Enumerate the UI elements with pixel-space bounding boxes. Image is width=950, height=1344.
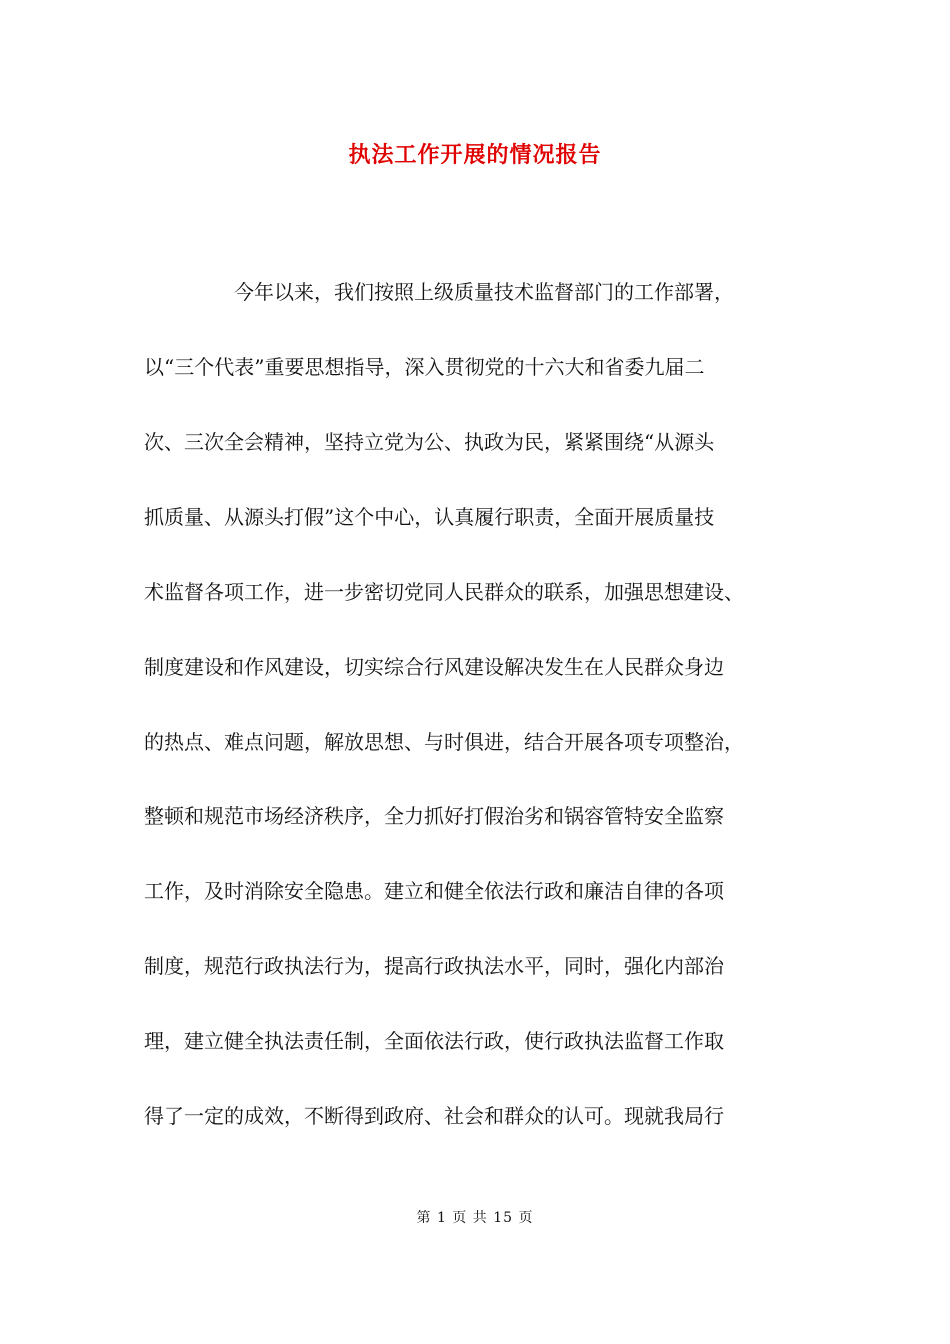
body-line: 的热点、难点问题，解放思想、与时俱进，结合开展各项专项整治， (144, 730, 744, 754)
body-line: 得了一定的成效，不断得到政府、社会和群众的认可。现就我局行 (144, 1104, 724, 1128)
body-line: 工作，及时消除安全隐患。建立和健全依法行政和廉洁自律的各项 (144, 879, 724, 903)
page-footer: 第 1 页 共 15 页 (416, 1210, 534, 1226)
body-line: 以“三个代表”重要思想指导，深入贯彻党的十六大和省委九届二 (144, 355, 705, 379)
body-line: 整顿和规范市场经济秩序，全力抓好打假治劣和锅容管特安全监察 (144, 804, 724, 828)
body-line: 抓质量、从源头打假”这个中心，认真履行职责，全面开展质量技 (144, 505, 715, 529)
body-line: 次、三次全会精神，坚持立党为公、执政为民，紧紧围绕“从源头 (144, 430, 715, 454)
body-line: 制度，规范行政执法行为，提高行政执法水平，同时，强化内部治 (144, 954, 724, 978)
body-line: 今年以来，我们按照上级质量技术监督部门的工作部署， (234, 280, 734, 304)
body-line: 术监督各项工作，进一步密切党同人民群众的联系，加强思想建设、 (144, 580, 744, 604)
body-line: 理，建立健全执法责任制，全面依法行政，使行政执法监督工作取 (144, 1029, 724, 1053)
body-line: 制度建设和作风建设，切实综合行风建设解决发生在人民群众身边 (144, 655, 724, 679)
document-title: 执法工作开展的情况报告 (348, 142, 602, 168)
